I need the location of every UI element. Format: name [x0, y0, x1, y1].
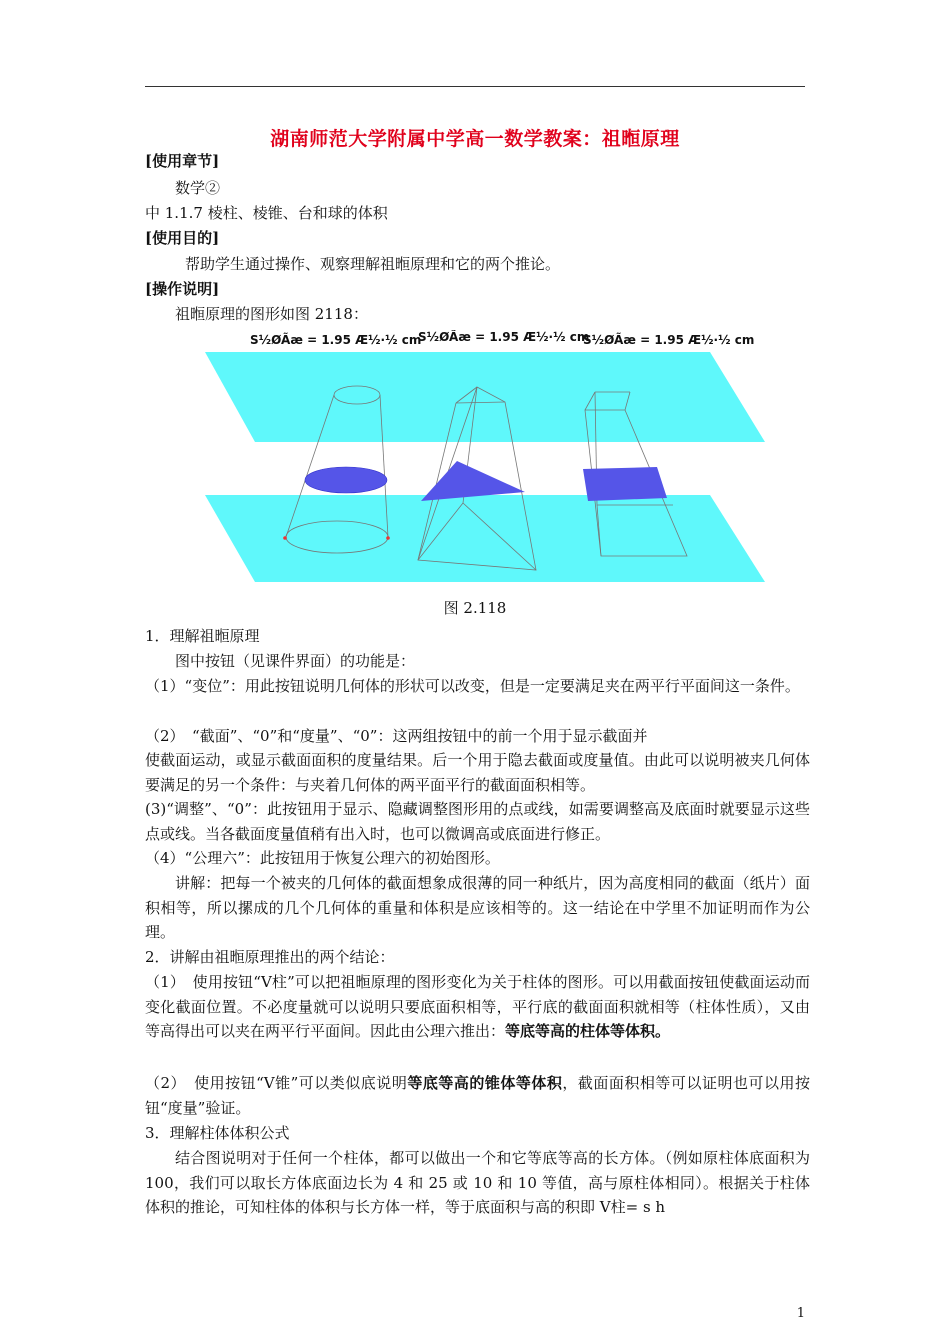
- frustum-cross-section: [305, 467, 387, 493]
- section-heading-operation: [操作说明]: [145, 280, 220, 298]
- section-3-paragraph: 结合图说明对于任何一个柱体，都可以做出一个和它等底等高的长方体。（例如原柱体底面积为 100，我们可以取长方体底面边长为 4 和 25 或 10 和 10 等值，高与原柱体相同）。根据关于柱体体积的推论，可知柱体的体积与长方体一样，等于底面积与高的积即 V柱= s h: [145, 1149, 810, 1216]
- page-number: 1: [796, 1306, 805, 1321]
- section-2-item-1-conclusion: 等底等高的柱体等体积。: [505, 1022, 671, 1040]
- section-1-item-2b: 使截面运动，或显示截面面积的度量结果。后一个用于隐去截面或度量值。由此可以说明被夹几何体要满足的另一个条件：与夹着几何体的两平面平行的截面面积相等。: [145, 751, 810, 794]
- section-2-heading: 2．讲解由祖暅原理推出的两个结论：: [145, 948, 395, 966]
- section-1-item-3: (3)“调整”、“0”：此按钮用于显示、隐藏调整图形用的点或线，如需要调整高及底面时就要显示这些点或线。当各截面度量值稍有出入时，也可以微调高或底面进行修正。: [145, 800, 810, 843]
- figure-caption: 图 2.118: [443, 599, 507, 617]
- section-1-item-4: （4）“公理六”：此按钮用于恢复公理六的初始图形。: [145, 849, 500, 867]
- page-title: 湖南师范大学附属中学高一数学教案：祖暅原理: [270, 128, 680, 150]
- figure-label-2: S½ØÃæ = 1.95 Æ½·½ cm: [418, 330, 590, 344]
- section-1-intro: 图中按钮（见课件界面）的功能是：: [175, 652, 416, 670]
- zu-geng-figure: [205, 330, 765, 590]
- section-1-item-2a: （2） “截面”、“0”和“度量”、“0”：这两组按钮中的前一个用于显示截面并: [145, 727, 648, 745]
- section-2-item-2-conclusion: 等底等高的锥体等体积: [407, 1074, 563, 1092]
- operation-intro: 祖暅原理的图形如图 2118：: [175, 305, 368, 323]
- section-heading-purpose: [使用目的]: [145, 229, 220, 247]
- frustum-point-left: [283, 536, 287, 540]
- section-2-item-1: [145, 970, 810, 1044]
- section-2-item-2-text-a: （2） 使用按钮“V锥”可以类似底说明: [145, 1074, 408, 1092]
- top-plane: [205, 352, 765, 442]
- section-1-heading: 1．理解祖暅原理: [145, 627, 260, 645]
- chapter-line-1: 数学②: [175, 179, 221, 197]
- chapter-line-2: 中 1.1.7 棱柱、棱锥、台和球的体积: [145, 204, 388, 222]
- header-rule: [145, 86, 805, 87]
- frustum-point-right: [386, 536, 390, 540]
- bottom-plane: [205, 495, 765, 582]
- figure-label-1: S½ØÃæ = 1.95 Æ½·½ cm: [250, 333, 422, 347]
- figure-label-3: S½ØÃæ = 1.95 Æ½·½ cm: [583, 333, 755, 347]
- section-1-item-1: （1）“变位”：用此按钮说明几何体的形状可以改变，但是一定要满足夹在两平行平面间这一条件。: [145, 677, 800, 695]
- section-2-item-2-text-b: ，截面面积相等可以证明也可以用按钮“度量”验证。: [145, 1074, 810, 1117]
- prism-cross-section: [583, 467, 667, 501]
- purpose-text: 帮助学生通过操作、观察理解祖暅原理和它的两个推论。: [185, 255, 561, 273]
- section-2-item-1-text: （1） 使用按钮“V柱”可以把祖暅原理的图形变化为关于柱体的图形。可以用截面按钮使截面运动而变化截面位置。不必度量就可以说明只要底面积相等，平行底的截面面积就相等（柱体性质），又由等高得出可以夹在两平行平面间。因此由公理六推出：: [145, 973, 810, 1040]
- section-2-item-2: [145, 1071, 810, 1120]
- section-1-explanation: 讲解：把每一个被夹的几何体的截面想象成很薄的同一种纸片，因为高度相同的截面（纸片）面积相等，所以摞成的几个几何体的重量和体积是应该相等的。这一结论在中学里不加证明而作为公理。: [145, 874, 810, 941]
- section-3-heading: 3．理解柱体体积公式: [145, 1124, 290, 1142]
- section-heading-chapter: [使用章节]: [145, 152, 220, 170]
